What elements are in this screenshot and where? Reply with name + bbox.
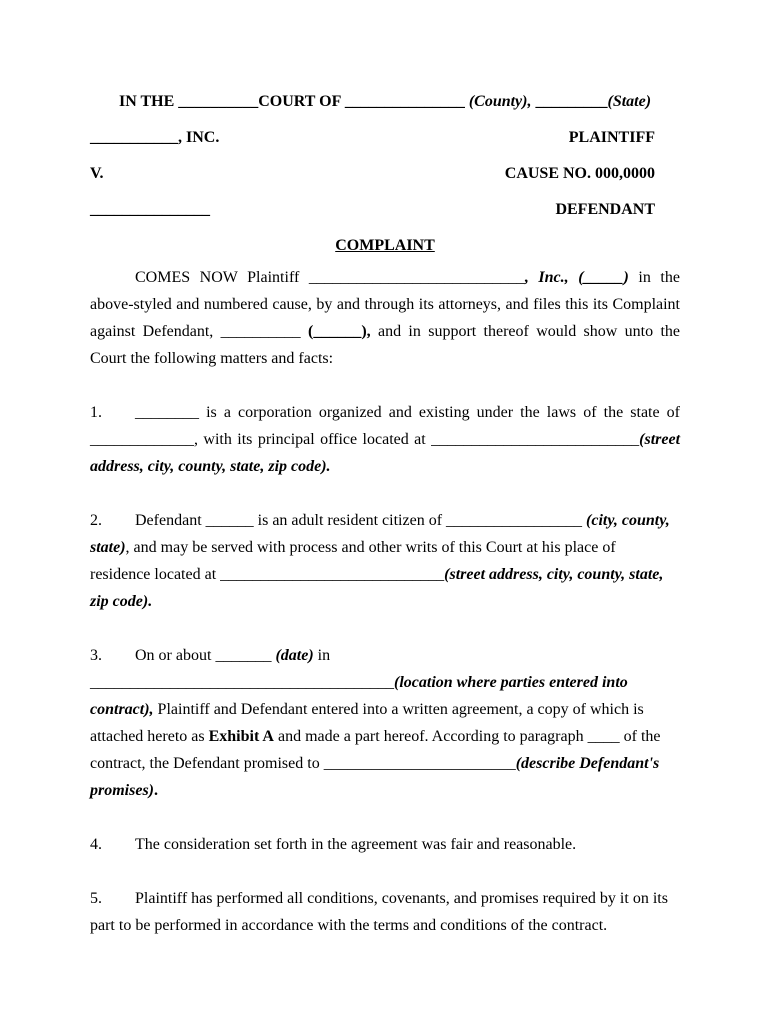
paragraph-4-text: The consideration set forth in the agreement was fair and reasonable.	[135, 836, 577, 853]
defendant-label: DEFENDANT	[555, 201, 655, 218]
paragraph-3-number: 3.	[90, 647, 102, 664]
state-blank: _________	[535, 93, 608, 110]
plaintiff-label: PLAINTIFF	[568, 129, 655, 146]
citizenship-blank: _________________	[446, 512, 583, 529]
address-hint-label: (street address, city, county, state, zip code).	[90, 431, 681, 475]
versus-text: V.	[90, 165, 104, 182]
paragraph-5-text: Plaintiff has performed all conditions, covenants, and promises required by it on its part to be performed in accordance with the terms and conditions of the contract.	[90, 890, 668, 934]
residence-address-blank: ____________________________	[220, 566, 445, 583]
complaint-title	[90, 228, 680, 264]
state-of-incorporation-blank: _____________,	[90, 431, 204, 448]
date-blank: _______	[215, 647, 272, 664]
city-county-state-hint: (city, county, state)	[90, 512, 670, 556]
paragraph-3: 3. On or about _______ (date) in ______________________________________(location where parties entered into contract), Plaintiff and Defendant entered into a written agreement, a copy of which is attached hereto as Exhibit A and made a part hereof. According to paragraph ____ of the contract, the Defendant promised to ________________________(describe Defendant's promises).	[90, 642, 680, 804]
address-hint-label-2: (street address, city, county, state, zip code).	[90, 566, 664, 610]
date-hint-label: (date)	[275, 647, 314, 664]
paragraph-1-number: 1.	[90, 404, 102, 421]
county-blank: _______________	[344, 93, 465, 110]
defendant-name-fill-blank: ______	[205, 512, 254, 529]
paragraph-2: 2. Defendant ______ is an adult resident citizen of _________________ (city, county, state), and may be served with process and other writs of this Court at his place of residence located at ____________________________(street address, city, county, state, zip code).	[90, 507, 680, 615]
paragraph-1: 1. ________ is a corporation organized and existing under the laws of the state of _____________, with its principal office located at __________________________(street address, city, county, state, zip code).	[90, 399, 680, 480]
state-label: (State)	[607, 93, 652, 110]
case-caption	[90, 84, 680, 228]
paragraph-5	[90, 885, 680, 939]
contract-location-blank: ______________________________________	[90, 674, 394, 691]
corporation-name-blank: ________	[135, 404, 199, 421]
paragraph-4-number: 4.	[90, 836, 102, 853]
intro-paragraph: COMES NOW Plaintiff ___________________________, Inc., (_____) in the above-styled and numbered cause, by and through its attorneys, and files this its Complaint against Defendant, __________ (______), and in support thereof would show unto the Court the following matters and facts:	[90, 269, 681, 367]
principal-office-address-blank: __________________________	[431, 431, 640, 448]
defendant-row	[90, 192, 680, 228]
comes-now-text: COMES NOW Plaintiff	[135, 269, 309, 286]
court-header-line	[90, 84, 680, 120]
defendant-name-blank: _______________	[90, 201, 210, 218]
court-of-text: COURT OF	[258, 93, 345, 110]
county-label: (County),	[464, 93, 536, 110]
court-name-blank: __________	[178, 93, 259, 110]
promises-hint-label: (describe Defendant's promises)	[90, 755, 660, 799]
cause-number: CAUSE NO. 000,0000	[504, 165, 655, 182]
versus-row	[90, 156, 680, 192]
plaintiff-name-blank: ___________, INC.	[90, 129, 220, 146]
paragraph-number-blank: ____	[587, 728, 620, 745]
in-the-text: IN THE	[118, 93, 179, 110]
inc-parenthetical: , Inc., (_____)	[524, 269, 629, 286]
defendant-parenthetical: (______),	[307, 323, 371, 340]
complaint-title-text: COMPLAINT	[335, 237, 435, 254]
defendant-fill-blank: __________	[220, 323, 308, 340]
exhibit-a-reference: Exhibit A	[208, 728, 274, 745]
paragraph-5-number: 5.	[90, 890, 102, 907]
paragraph-4	[90, 831, 680, 858]
plaintiff-row	[90, 120, 680, 156]
promises-blank: ________________________	[323, 755, 516, 772]
location-hint-label: (location where parties entered into contract),	[90, 674, 628, 718]
paragraph-2-number: 2.	[90, 512, 102, 529]
plaintiff-fill-blank: ___________________________	[308, 269, 525, 286]
